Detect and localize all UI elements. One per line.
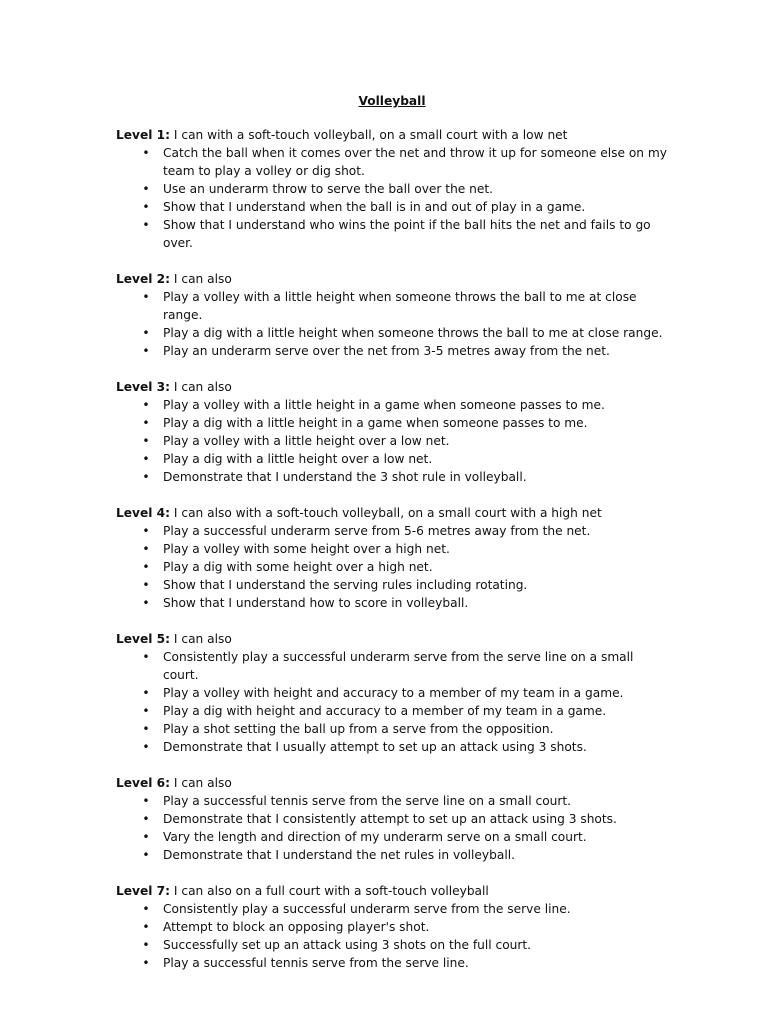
list-item-text: Play a successful tennis serve from the serve line.	[163, 956, 469, 970]
level-label: Level 1:	[116, 128, 171, 142]
list-item	[116, 918, 668, 936]
level-section	[116, 378, 668, 486]
list-item-text: Demonstrate that I understand the 3 shot rule in volleyball.	[163, 470, 527, 484]
bullet-list	[116, 900, 668, 972]
list-item	[116, 414, 668, 432]
bullet-icon: •	[142, 290, 150, 304]
list-item-text: Play a shot setting the ball up from a serve from the opposition.	[163, 722, 554, 736]
bullet-icon: •	[142, 560, 150, 574]
document-title: Volleyball	[358, 94, 426, 108]
level-heading	[116, 126, 668, 144]
bullet-icon: •	[142, 344, 150, 358]
bullet-icon: •	[142, 200, 150, 214]
bullet-icon: •	[142, 722, 150, 736]
level-section	[116, 882, 668, 972]
list-item-text: Play a dig with height and accuracy to a member of my team in a game.	[163, 704, 607, 718]
bullet-icon: •	[142, 920, 150, 934]
level-heading	[116, 378, 668, 396]
list-item	[116, 180, 668, 198]
list-item	[116, 900, 668, 918]
list-item-text: Play a successful underarm serve from 5-6 metres away from the net.	[163, 524, 591, 538]
bullet-list	[116, 396, 668, 486]
bullet-icon: •	[142, 524, 150, 538]
bullet-icon: •	[142, 938, 150, 952]
list-item-text: Show that I understand how to score in volleyball.	[163, 596, 469, 610]
level-label: Level 2:	[116, 272, 171, 286]
level-sections	[116, 126, 668, 972]
list-item	[116, 954, 668, 972]
level-label: Level 5:	[116, 632, 171, 646]
level-intro: I can also	[173, 380, 232, 394]
list-item	[116, 828, 668, 846]
list-item	[116, 936, 668, 954]
list-item	[116, 450, 668, 468]
list-item	[116, 468, 668, 486]
bullet-icon: •	[142, 326, 150, 340]
bullet-list	[116, 648, 668, 756]
list-item	[116, 432, 668, 450]
bullet-list	[116, 522, 668, 612]
bullet-icon: •	[142, 812, 150, 826]
list-item-text: Play a volley with a little height over a low net.	[163, 434, 450, 448]
bullet-icon: •	[142, 578, 150, 592]
level-heading	[116, 270, 668, 288]
level-heading	[116, 774, 668, 792]
list-item	[116, 198, 668, 216]
bullet-icon: •	[142, 704, 150, 718]
level-section	[116, 270, 668, 360]
list-item-text: Consistently play a successful underarm serve from the serve line on a small court.	[163, 650, 634, 682]
bullet-icon: •	[142, 470, 150, 484]
bullet-icon: •	[142, 542, 150, 556]
list-item-text: Play a successful tennis serve from the serve line on a small court.	[163, 794, 572, 808]
list-item	[116, 720, 668, 738]
list-item-text: Demonstrate that I consistently attempt to set up an attack using 3 shots.	[163, 812, 617, 826]
list-item	[116, 702, 668, 720]
list-item	[116, 342, 668, 360]
list-item-text: Show that I understand who wins the point if the ball hits the net and fails to go over.	[163, 218, 651, 250]
bullet-icon: •	[142, 182, 150, 196]
list-item	[116, 576, 668, 594]
bullet-icon: •	[142, 452, 150, 466]
list-item	[116, 216, 668, 252]
bullet-icon: •	[142, 830, 150, 844]
bullet-icon: •	[142, 794, 150, 808]
list-item	[116, 810, 668, 828]
level-intro: I can also	[173, 632, 232, 646]
list-item	[116, 288, 668, 324]
level-heading	[116, 504, 668, 522]
list-item	[116, 144, 668, 180]
level-label: Level 6:	[116, 776, 171, 790]
bullet-icon: •	[142, 686, 150, 700]
list-item-text: Play a volley with height and accuracy to a member of my team in a game.	[163, 686, 624, 700]
list-item	[116, 846, 668, 864]
bullet-icon: •	[142, 218, 150, 232]
level-section	[116, 774, 668, 864]
list-item-text: Demonstrate that I usually attempt to set up an attack using 3 shots.	[163, 740, 587, 754]
list-item-text: Demonstrate that I understand the net rules in volleyball.	[163, 848, 515, 862]
level-heading	[116, 882, 668, 900]
level-section	[116, 504, 668, 612]
level-intro: I can also	[173, 776, 232, 790]
list-item-text: Play a dig with some height over a high net.	[163, 560, 433, 574]
bullet-icon: •	[142, 956, 150, 970]
level-label: Level 3:	[116, 380, 171, 394]
bullet-icon: •	[142, 650, 150, 664]
list-item	[116, 792, 668, 810]
list-item	[116, 396, 668, 414]
level-intro: I can also on a full court with a soft-touch volleyball	[173, 884, 489, 898]
list-item-text: Play a volley with a little height when someone throws the ball to me at close range.	[163, 290, 637, 322]
list-item-text: Use an underarm throw to serve the ball over the net.	[163, 182, 494, 196]
bullet-icon: •	[142, 902, 150, 916]
list-item	[116, 522, 668, 540]
level-label: Level 7:	[116, 884, 171, 898]
list-item	[116, 594, 668, 612]
level-section	[116, 126, 668, 252]
bullet-list	[116, 144, 668, 252]
level-intro: I can with a soft-touch volleyball, on a small court with a low net	[173, 128, 568, 142]
list-item-text: Show that I understand when the ball is in and out of play in a game.	[163, 200, 586, 214]
list-item-text: Catch the ball when it comes over the net and throw it up for someone else on my team to play a volley or dig shot.	[163, 146, 667, 178]
list-item-text: Successfully set up an attack using 3 shots on the full court.	[163, 938, 532, 952]
bullet-icon: •	[142, 596, 150, 610]
list-item	[116, 648, 668, 684]
bullet-icon: •	[142, 416, 150, 430]
level-label: Level 4:	[116, 506, 171, 520]
list-item-text: Play a volley with a little height in a game when someone passes to me.	[163, 398, 605, 412]
list-item-text: Consistently play a successful underarm serve from the serve line.	[163, 902, 571, 916]
list-item-text: Attempt to block an opposing player's shot.	[163, 920, 430, 934]
list-item	[116, 558, 668, 576]
list-item-text: Play an underarm serve over the net from 3-5 metres away from the net.	[163, 344, 610, 358]
list-item-text: Show that I understand the serving rules including rotating.	[163, 578, 528, 592]
list-item	[116, 684, 668, 702]
bullet-list	[116, 792, 668, 864]
bullet-icon: •	[142, 434, 150, 448]
list-item	[116, 324, 668, 342]
list-item-text: Play a dig with a little height over a low net.	[163, 452, 433, 466]
level-heading	[116, 630, 668, 648]
list-item	[116, 738, 668, 756]
list-item-text: Play a volley with some height over a high net.	[163, 542, 450, 556]
list-item-text: Vary the length and direction of my underarm serve on a small court.	[163, 830, 587, 844]
list-item-text: Play a dig with a little height in a game when someone passes to me.	[163, 416, 588, 430]
bullet-icon: •	[142, 848, 150, 862]
level-intro: I can also	[173, 272, 232, 286]
bullet-icon: •	[142, 398, 150, 412]
level-intro: I can also with a soft-touch volleyball, on a small court with a high net	[173, 506, 602, 520]
list-item	[116, 540, 668, 558]
bullet-icon: •	[142, 740, 150, 754]
list-item-text: Play a dig with a little height when someone throws the ball to me at close range.	[163, 326, 663, 340]
bullet-list	[116, 288, 668, 360]
level-section	[116, 630, 668, 756]
bullet-icon: •	[142, 146, 150, 160]
